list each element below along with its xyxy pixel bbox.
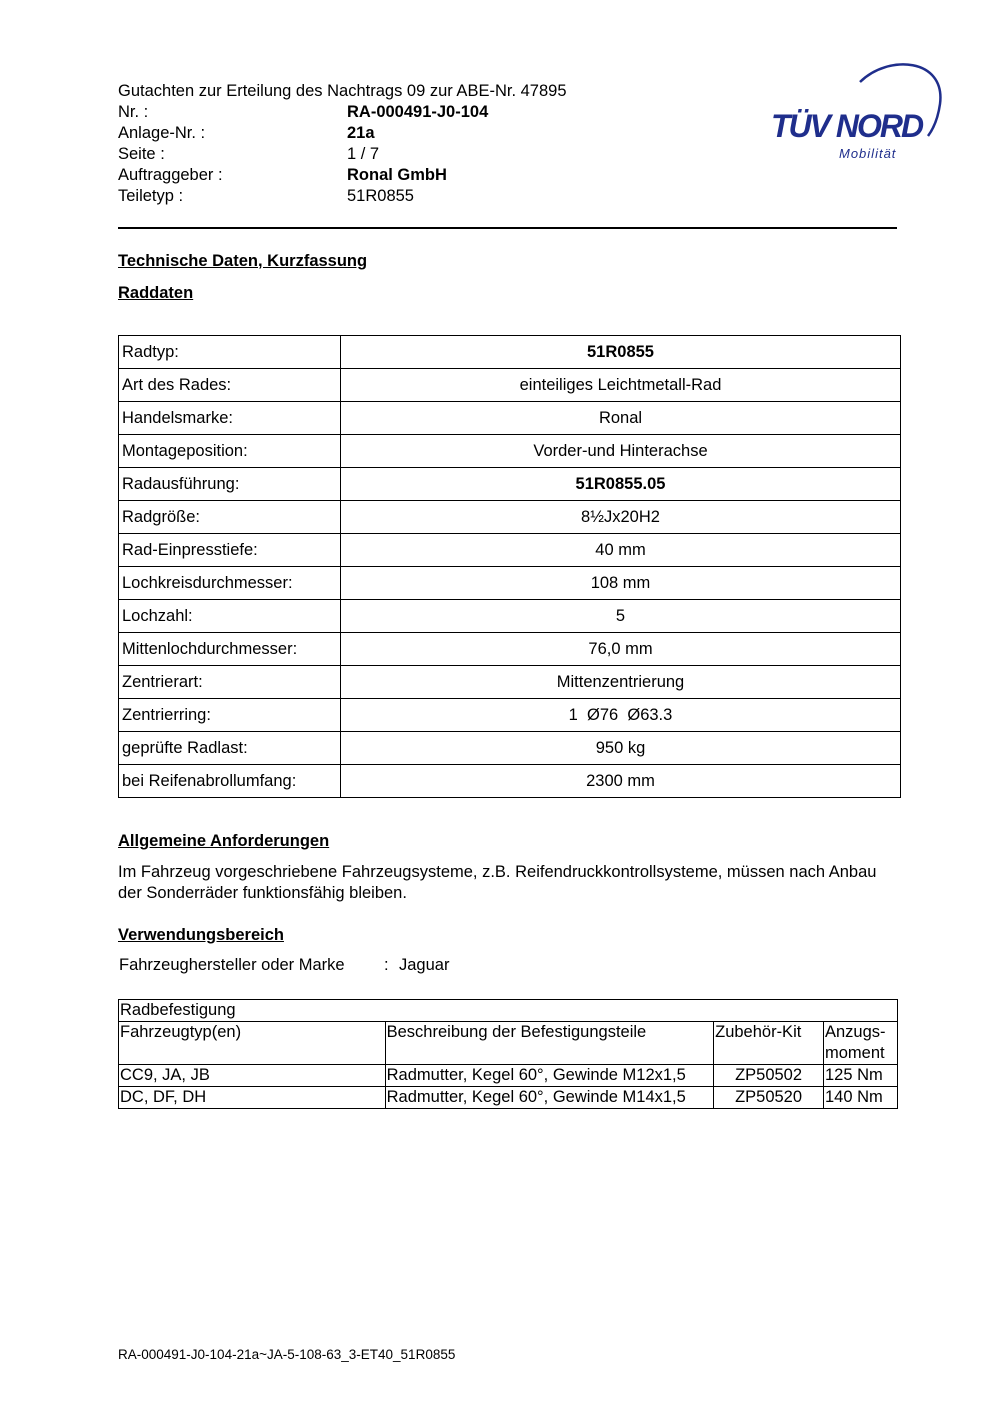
table-cell: Radmutter, Kegel 60°, Gewinde M14x1,5: [385, 1087, 713, 1109]
heading-general-requirements: Allgemeine Anforderungen: [118, 832, 330, 850]
table-cell-value: 2300 mm: [341, 765, 901, 798]
table-row: [119, 666, 901, 699]
table-row: [119, 699, 901, 732]
column-header: Anzugs- moment: [824, 1022, 898, 1065]
table-row: [119, 369, 901, 402]
header-fields: [118, 102, 638, 207]
table-cell-key: Zentrierring:: [119, 699, 341, 732]
header-label: Anlage-Nr. :: [118, 124, 206, 142]
table-cell-key: Rad-Einpresstiefe:: [119, 534, 341, 567]
report-title: Gutachten zur Erteilung des Nachtrags 09 zur ABE-Nr. 47895: [118, 82, 567, 100]
table-cell-key: bei Reifenabrollumfang:: [119, 765, 341, 798]
header-label: Auftraggeber :: [118, 166, 223, 184]
table-cell-key: geprüfte Radlast:: [119, 732, 341, 765]
table-cell: CC9, JA, JB: [119, 1065, 386, 1087]
header-row-auftraggeber: [118, 165, 638, 186]
table-row: [119, 765, 901, 798]
table-title-row: [119, 1000, 898, 1022]
heading-usage-scope: Verwendungsbereich: [118, 926, 284, 944]
usage-separator: :: [384, 956, 389, 974]
table-row: [119, 567, 901, 600]
header-divider: [118, 227, 897, 229]
table-cell-value: 1 Ø76 Ø63.3: [341, 699, 901, 732]
table-cell-key: Radausführung:: [119, 468, 341, 501]
column-header: Beschreibung der Befestigungsteile: [385, 1022, 713, 1065]
header-value: RA-000491-J0-104: [347, 103, 489, 121]
heading-technical-data: Technische Daten, Kurzfassung: [118, 252, 368, 270]
table-row: [119, 534, 901, 567]
table-row: [119, 501, 901, 534]
footer-document-id: RA-000491-J0-104-21a~JA-5-108-63_3-ET40_51R0855: [118, 1347, 456, 1362]
table-row: [119, 732, 901, 765]
table-cell: 140 Nm: [824, 1087, 898, 1109]
table-cell: DC, DF, DH: [119, 1087, 386, 1109]
table-row: [119, 600, 901, 633]
table-cell-value: Ronal: [341, 402, 901, 435]
header-value: 1 / 7: [347, 145, 380, 163]
table-row: [119, 1087, 898, 1109]
wheel-data-table: [118, 335, 901, 798]
column-header: Fahrzeugtyp(en): [119, 1022, 386, 1065]
table-row: [119, 336, 901, 369]
usage-value: Jaguar: [399, 956, 450, 974]
heading-wheel-data: Raddaten: [118, 284, 194, 302]
header-value: 51R0855: [347, 187, 414, 205]
table-cell-value: 51R0855: [341, 336, 901, 369]
table-cell-value: 40 mm: [341, 534, 901, 567]
header-row-teiletyp: [118, 186, 638, 207]
table-title: Radbefestigung: [119, 1000, 898, 1022]
wheel-mounting-table: [118, 999, 898, 1109]
table-cell-value: 108 mm: [341, 567, 901, 600]
table-cell-value: einteiliges Leichtmetall-Rad: [341, 369, 901, 402]
table-cell: ZP50502: [714, 1065, 824, 1087]
table-row: [119, 468, 901, 501]
table-cell: ZP50520: [714, 1087, 824, 1109]
requirements-paragraph: Im Fahrzeug vorgeschriebene Fahrzeugsysteme, z.B. Reifendruckkontrollsysteme, müssen nach Anbau der Sonderräder funktionsfähig bleiben.: [118, 863, 877, 902]
table-header-row: [119, 1022, 898, 1065]
table-cell-value: 76,0 mm: [341, 633, 901, 666]
header-row-seite: [118, 144, 638, 165]
header-label: Teiletyp :: [118, 187, 184, 205]
table-row: [119, 1065, 898, 1087]
table-cell-key: Radtyp:: [119, 336, 341, 369]
header-value: 21a: [347, 124, 375, 142]
table-row: [119, 435, 901, 468]
table-cell-value: Mittenzentrierung: [341, 666, 901, 699]
logo-subtitle: Mobilität: [839, 146, 897, 161]
header-row-nr: [118, 102, 638, 123]
table-cell-key: Lochzahl:: [119, 600, 341, 633]
header-label: Seite :: [118, 145, 165, 163]
table-cell: Radmutter, Kegel 60°, Gewinde M12x1,5: [385, 1065, 713, 1087]
table-cell-key: Art des Rades:: [119, 369, 341, 402]
table-cell-key: Lochkreisdurchmesser:: [119, 567, 341, 600]
table-row: [119, 402, 901, 435]
table-cell-key: Mittenlochdurchmesser:: [119, 633, 341, 666]
table-cell-value: 5: [341, 600, 901, 633]
table-cell-value: 51R0855.05: [341, 468, 901, 501]
table-cell-key: Radgröße:: [119, 501, 341, 534]
usage-label: Fahrzeughersteller oder Marke: [119, 956, 345, 974]
header-row-anlage: [118, 123, 638, 144]
table-cell-value: Vorder-und Hinterachse: [341, 435, 901, 468]
header-value: Ronal GmbH: [347, 166, 447, 184]
table-row: [119, 633, 901, 666]
table-cell-key: Handelsmarke:: [119, 402, 341, 435]
table-cell: 125 Nm: [824, 1065, 898, 1087]
column-header: Zubehör-Kit: [714, 1022, 824, 1065]
table-cell-value: 8½Jx20H2: [341, 501, 901, 534]
table-cell-key: Zentrierart:: [119, 666, 341, 699]
header-label: Nr. :: [118, 103, 149, 121]
table-cell-value: 950 kg: [341, 732, 901, 765]
logo-wordmark: TÜV NORD: [771, 108, 923, 144]
usage-line: [119, 956, 619, 977]
table-cell-key: Montageposition:: [119, 435, 341, 468]
